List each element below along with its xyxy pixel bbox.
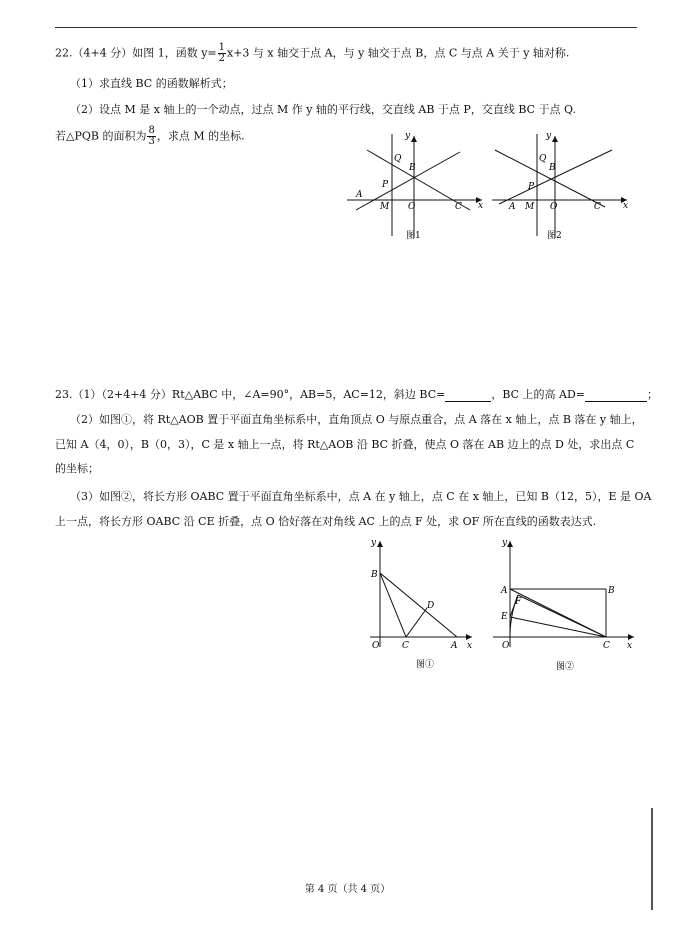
label-b: B — [371, 570, 378, 580]
label-m: M — [380, 202, 390, 212]
segment-fc — [518, 595, 606, 637]
label-c: C — [455, 202, 462, 212]
q23-line2: （2）如图①，将 Rt△AOB 置于平面直角坐标系中，直角顶点 O 与原点重合，点 A 落在 x 轴上，点 B 落在 y 轴上， — [70, 413, 643, 426]
q22-head: 22.（4+4 分）如图 1，函数 y= — [55, 46, 217, 60]
q22-figure-1 — [342, 128, 487, 243]
label-x: x — [467, 641, 473, 651]
q23-line3: 已知 A（4，0），B（0，3），C 是 x 轴上一点，将 Rt△AOB 沿 BC 折叠，使点 O 落在 AB 边上的点 D 处，求出点 C — [55, 438, 635, 451]
x-axis-arrow — [628, 634, 634, 640]
label-a: A — [451, 641, 458, 651]
label-c: C — [402, 641, 409, 651]
q22-area-den: 3 — [148, 136, 155, 147]
q23-line4: 的坐标； — [55, 462, 99, 475]
page-footer: 第 4 页（共 4 页） — [304, 884, 391, 895]
segment-ba — [380, 573, 457, 637]
label-p: P — [382, 180, 389, 190]
q22-stem — [55, 43, 569, 64]
label-b: B — [608, 586, 615, 596]
q22-area-fraction — [147, 126, 155, 147]
q23-line6: 上一点，将长方形 OABC 沿 CE 折叠，点 O 恰好落在对角线 AC 上的点 F 处，求 OF 所在直线的函数表达式. — [55, 515, 597, 528]
fig2-caption: 图2 — [547, 231, 562, 241]
q22-part1: （1）求直线 BC 的函数解析式； — [70, 77, 233, 90]
q22-part2b — [55, 126, 245, 147]
q22-part2b-pre: 若△PQB 的面积为 — [55, 129, 147, 143]
q23-fig1-caption: 图① — [416, 660, 435, 670]
q23-line1-end: ； — [647, 388, 659, 401]
label-a: A — [509, 202, 516, 212]
label-b: B — [549, 163, 556, 173]
label-m: M — [525, 202, 535, 212]
q22-frac-den: 2 — [218, 53, 226, 64]
label-p: P — [528, 182, 535, 192]
label-x: x — [627, 641, 633, 651]
q23-line1 — [55, 388, 658, 402]
q22-head-tail: x+3 与 x 轴交于点 A，与 y 轴交于点 B，点 C 与点 A 关于 y 轴对称. — [227, 46, 570, 60]
label-q: Q — [394, 154, 402, 164]
q23-line5: （3）如图②，将长方形 OABC 置于平面直角坐标系中，点 A 在 y 轴上，点 C 在 x 轴上，已知 B（12，5），E 是 OA — [70, 490, 652, 503]
label-d: D — [427, 601, 435, 611]
label-a: A — [501, 586, 508, 596]
q23-line1-mid: ，BC 上的高 AD= — [491, 388, 586, 401]
q22-part2b-post: ，求点 M 的坐标. — [156, 129, 245, 143]
fold-line-ce — [510, 617, 606, 637]
q22-fraction — [218, 43, 226, 64]
label-c: C — [603, 641, 610, 651]
label-y: y — [371, 538, 377, 548]
y-axis-arrow — [552, 136, 558, 142]
label-e: E — [501, 612, 508, 622]
answer-blank-bc[interactable] — [445, 390, 491, 402]
label-o: O — [408, 202, 416, 212]
segment-bc — [380, 573, 406, 637]
q22-area-num: 8 — [148, 125, 155, 136]
header-rule — [55, 27, 637, 28]
label-o: O — [502, 641, 510, 651]
label-o: O — [372, 641, 380, 651]
label-b: B — [409, 163, 416, 173]
q22-figure-2 — [487, 128, 632, 243]
label-y: y — [546, 131, 552, 141]
segment-cd — [406, 608, 427, 637]
label-q: Q — [539, 154, 547, 164]
q22-part2: （2）设点 M 是 x 轴上的一个动点，过点 M 作 y 轴的平行线，交直线 AB 于点 P，交直线 BC 于点 Q. — [70, 103, 576, 116]
fig1-caption: 图1 — [406, 231, 421, 241]
y-axis-arrow — [411, 136, 417, 142]
answer-blank-ad[interactable] — [585, 390, 647, 402]
y-axis-arrow — [377, 541, 383, 547]
label-y: y — [502, 538, 508, 548]
q22-frac-num: 1 — [218, 42, 226, 53]
label-c: C — [594, 202, 601, 212]
q23-figure-2 — [488, 535, 638, 675]
y-axis-arrow — [507, 541, 513, 547]
q23-figure-1 — [360, 535, 480, 675]
q23-fig2-caption: 图② — [556, 662, 575, 672]
q23-line1-pre: 23.（1）（2+4+4 分）Rt△ABC 中，∠A=90°，AB=5，AC=12，斜边 BC= — [55, 388, 446, 401]
label-a: A — [356, 190, 363, 200]
x-axis-arrow — [466, 634, 472, 640]
label-x: x — [478, 201, 484, 211]
label-o: O — [550, 202, 558, 212]
label-f: F — [515, 597, 522, 607]
label-y: y — [405, 131, 411, 141]
label-x: x — [623, 201, 629, 211]
